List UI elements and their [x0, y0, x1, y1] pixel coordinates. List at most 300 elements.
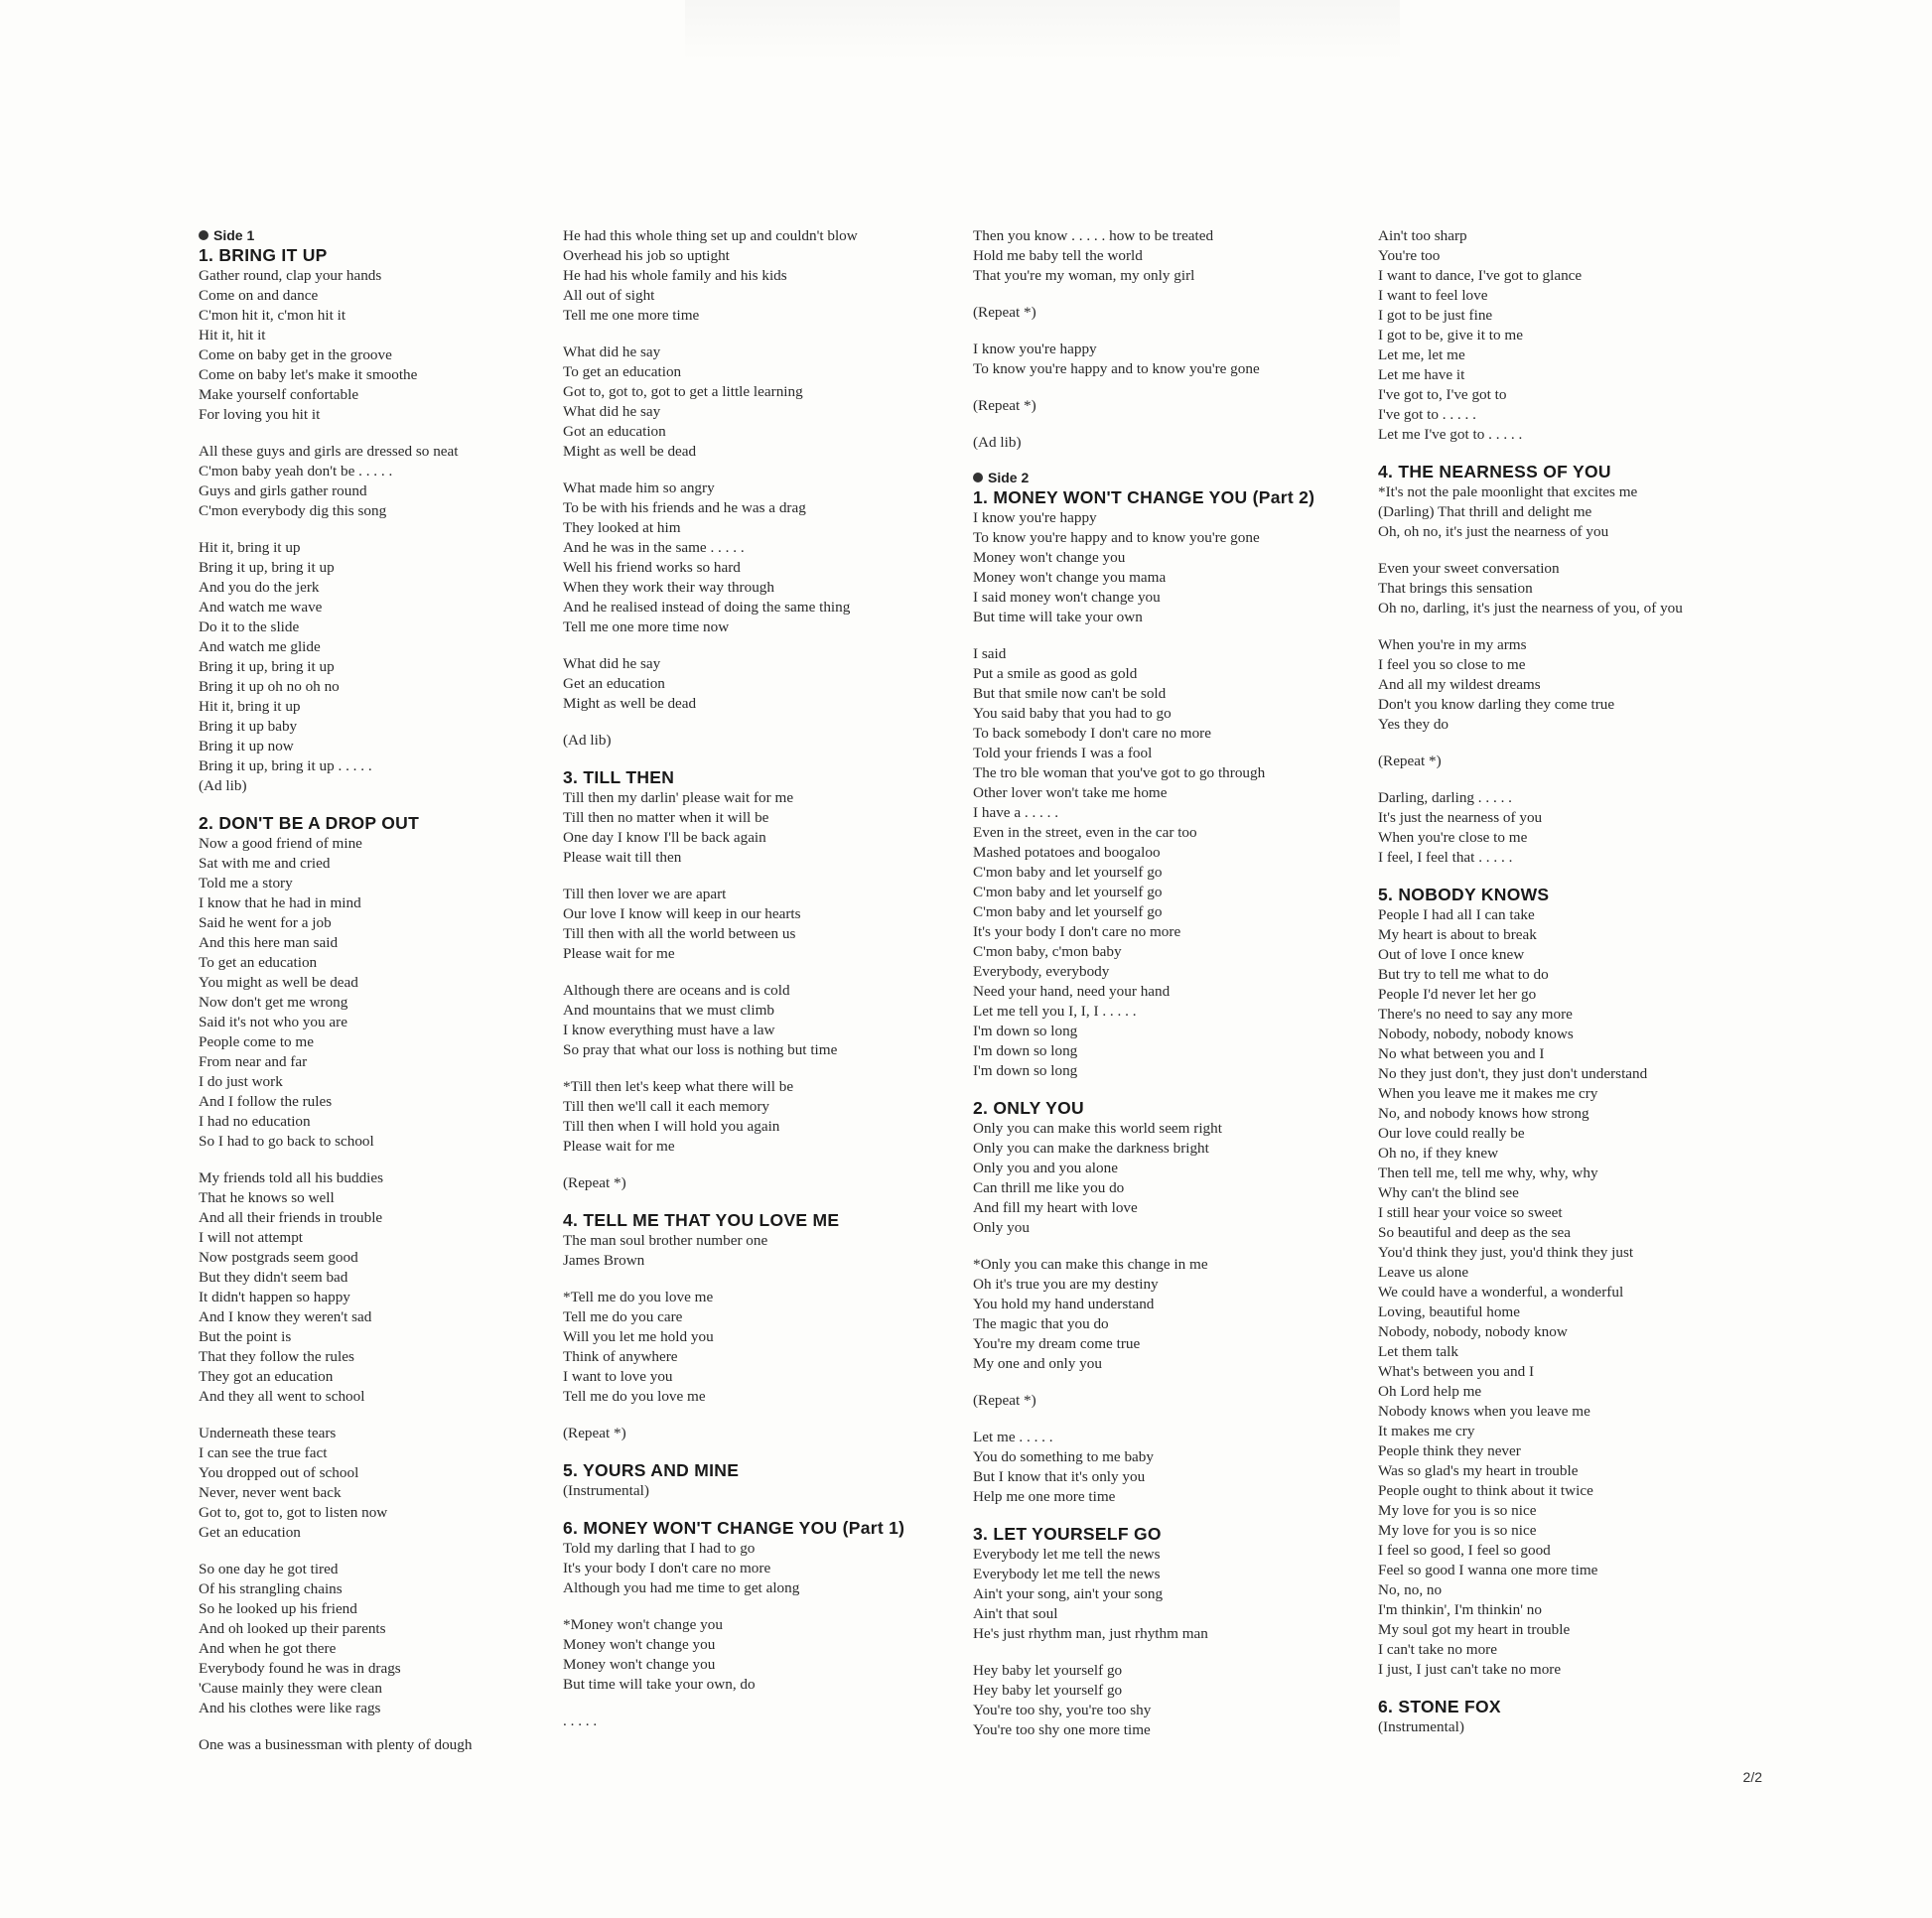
lyric-stanza [973, 226, 1365, 286]
song-title: 3. TILL THEN [563, 767, 675, 787]
lyric-line: Now postgrads seem good [199, 1249, 358, 1266]
song-title: 2. ONLY YOU [973, 1098, 1084, 1118]
lyric-line: You do something to me baby [973, 1448, 1154, 1465]
lyric-stanza [1378, 788, 1770, 868]
lyrics-column-3 [973, 226, 1365, 1756]
lyric-stanza [973, 1661, 1365, 1740]
lyric-line: Said he went for a job [199, 914, 332, 931]
lyric-line: And watch me glide [199, 638, 321, 655]
lyric-line: Ain't that soul [973, 1605, 1058, 1622]
lyric-line: Was so glad's my heart in trouble [1378, 1462, 1579, 1479]
lyric-line: I'm down so long [973, 1042, 1078, 1059]
lyric-line: You're my dream come true [973, 1335, 1141, 1352]
lyric-line: We could have a wonderful, a wonderful [1378, 1284, 1624, 1301]
lyric-line: Gather round, clap your hands [199, 267, 382, 284]
lyric-line: Feel so good I wanna one more time [1378, 1562, 1598, 1578]
lyric-stanza [973, 1255, 1365, 1374]
lyric-line: I know that he had in mind [199, 894, 361, 911]
lyrics-column-2 [563, 226, 955, 1747]
lyric-line: So beautiful and deep as the sea [1378, 1224, 1571, 1241]
lyric-line: Loving, beautiful home [1378, 1303, 1520, 1320]
lyric-line: And oh looked up their parents [199, 1620, 386, 1637]
lyric-line: Told your friends I was a fool [973, 745, 1153, 761]
lyric-line: (Instrumental) [563, 1482, 649, 1499]
lyric-line: (Ad lib) [973, 434, 1022, 451]
lyric-line: Our love I know will keep in our hearts [563, 905, 801, 922]
lyric-line: You'd think they just, you'd think they just [1378, 1244, 1634, 1261]
lyric-line: Tell me one more time now [563, 618, 730, 635]
song-block [563, 226, 955, 751]
lyric-line: Oh no, darling, it's just the nearness of you, of you [1378, 600, 1683, 616]
lyric-stanza [563, 1077, 955, 1157]
lyric-stanza [563, 1615, 955, 1695]
lyric-line: Only you can make the darkness bright [973, 1140, 1209, 1157]
lyric-line: C'mon baby and let yourself go [973, 864, 1163, 881]
lyric-line: My one and only you [973, 1355, 1102, 1372]
song-block [973, 1523, 1365, 1740]
lyric-line: My heart is about to break [1378, 926, 1537, 943]
lyric-line: To know you're happy and to know you're gone [973, 529, 1260, 546]
lyric-stanza [563, 981, 955, 1060]
song-title: 6. MONEY WON'T CHANGE YOU (Part 1) [563, 1518, 905, 1538]
song-block [1378, 1696, 1770, 1737]
lyric-line: (Instrumental) [1378, 1718, 1464, 1735]
lyric-stanza [563, 731, 955, 751]
lyric-line: Sat with me and cried [199, 855, 331, 872]
lyric-line: Do it to the slide [199, 618, 300, 635]
lyric-line: *Tell me do you love me [563, 1289, 714, 1305]
lyric-line: Then tell me, tell me why, why, why [1378, 1164, 1598, 1181]
lyric-line: And all my wildest dreams [1378, 676, 1541, 693]
lyric-stanza [199, 834, 591, 1152]
lyric-line: People think they never [1378, 1442, 1521, 1459]
lyric-line: C'mon baby and let yourself go [973, 903, 1163, 920]
lyric-stanza [563, 1288, 955, 1407]
lyric-line: Our love could really be [1378, 1125, 1525, 1142]
lyric-line: I said money won't change you [973, 589, 1161, 606]
lyric-line: Guys and girls gather round [199, 482, 367, 499]
lyric-line: And he was in the same . . . . . [563, 539, 745, 556]
lyric-line: Got to, got to, got to listen now [199, 1504, 388, 1521]
lyric-line: It's just the nearness of you [1378, 809, 1543, 826]
lyric-stanza [973, 1119, 1365, 1238]
lyric-line: James Brown [563, 1252, 645, 1269]
lyric-line: Money won't change you [563, 1656, 716, 1673]
lyric-line: Please wait for me [563, 1138, 675, 1155]
lyric-line: Well his friend works so hard [563, 559, 741, 576]
lyric-line: Let them talk [1378, 1343, 1458, 1360]
lyric-line: My love for you is so nice [1378, 1522, 1537, 1539]
lyric-line: I can't take no more [1378, 1641, 1497, 1658]
lyric-line: (Ad lib) [199, 777, 247, 794]
lyric-line: I want to feel love [1378, 287, 1488, 304]
song-title: 6. STONE FOX [1378, 1697, 1501, 1716]
page-number: 2/2 [1742, 1769, 1762, 1785]
lyric-line: Till then my darlin' please wait for me [563, 789, 794, 806]
lyric-stanza [199, 1560, 591, 1718]
song-title: 1. BRING IT UP [199, 245, 328, 265]
lyric-line: Told me a story [199, 875, 293, 891]
song-title: 4. TELL ME THAT YOU LOVE ME [563, 1210, 840, 1230]
lyric-line: Get an education [563, 675, 665, 692]
song-block [973, 226, 1365, 453]
lyric-line: Leave us alone [1378, 1264, 1469, 1281]
lyric-line: Come on baby get in the groove [199, 346, 392, 363]
lyric-line: You're too [1378, 247, 1441, 264]
lyric-line: People come to me [199, 1033, 314, 1050]
lyric-line: Might as well be dead [563, 695, 697, 712]
lyric-line: Hold me baby tell the world [973, 247, 1143, 264]
lyrics-column-4 [1378, 226, 1770, 1753]
lyric-stanza [973, 433, 1365, 453]
lyric-line: When they work their way through [563, 579, 774, 596]
faint-header-smudge [685, 0, 1400, 60]
lyric-line: That you're my woman, my only girl [973, 267, 1195, 284]
lyric-line: The tro ble woman that you've got to go through [973, 764, 1266, 781]
lyric-line: Although you had me time to get along [563, 1579, 800, 1596]
lyric-line: Might as well be dead [563, 443, 697, 460]
lyric-line: No what between you and I [1378, 1045, 1545, 1062]
lyric-line: Till then when I will hold you again [563, 1118, 780, 1135]
lyric-stanza [563, 654, 955, 714]
side-label [199, 226, 591, 244]
lyric-line: Nobody, nobody, nobody knows [1378, 1026, 1574, 1042]
lyric-stanza [563, 1712, 955, 1731]
lyric-line: *It's not the pale moonlight that excites me [1378, 483, 1638, 500]
lyric-line: People ought to think about it twice [1378, 1482, 1593, 1499]
lyric-line: To get an education [199, 954, 318, 971]
lyric-line: Nobody knows when you leave me [1378, 1403, 1590, 1420]
lyric-line: *Till then let's keep what there will be [563, 1078, 794, 1095]
lyric-line: No, no, no [1378, 1581, 1443, 1598]
lyric-line: Put a smile as good as gold [973, 665, 1138, 682]
lyric-line: Only you can make this world seem right [973, 1120, 1222, 1137]
lyric-stanza [563, 1173, 955, 1193]
lyric-line: I will not attempt [199, 1229, 304, 1246]
disc-icon [973, 473, 983, 482]
lyric-line: But I know that it's only you [973, 1468, 1146, 1485]
lyric-line: Money won't change you [563, 1636, 716, 1653]
lyric-line: That he knows so well [199, 1189, 335, 1206]
lyric-line: (Repeat *) [563, 1174, 626, 1191]
lyric-line: I just, I just can't take no more [1378, 1661, 1562, 1678]
lyric-line: Oh, oh no, it's just the nearness of you [1378, 523, 1609, 540]
lyric-line: I have a . . . . . [973, 804, 1059, 821]
lyric-line: That they follow the rules [199, 1348, 354, 1365]
lyric-line: Everybody, everybody [973, 963, 1110, 980]
lyric-line: When you leave me it makes me cry [1378, 1085, 1598, 1102]
lyric-line: It didn't happen so happy [199, 1289, 350, 1305]
lyric-line: Come on baby let's make it smoothe [199, 366, 418, 383]
lyric-line: It's your body I don't care no more [563, 1560, 771, 1576]
lyric-line: Said it's not who you are [199, 1014, 347, 1030]
lyric-line: Bring it up, bring it up [199, 658, 335, 675]
lyric-line: And when he got there [199, 1640, 337, 1657]
lyric-stanza [563, 342, 955, 462]
lyric-line: (Ad lib) [563, 732, 612, 749]
lyric-line: There's no need to say any more [1378, 1006, 1573, 1023]
lyric-line: Hit it, bring it up [199, 539, 301, 556]
lyric-stanza [563, 1539, 955, 1598]
lyric-line: But try to tell me what to do [1378, 966, 1549, 983]
lyric-line: I do just work [199, 1073, 283, 1090]
lyric-line: I feel so good, I feel so good [1378, 1542, 1551, 1559]
lyric-stanza [1378, 635, 1770, 735]
lyric-stanza [1378, 1717, 1770, 1737]
lyric-line: When you're close to me [1378, 829, 1528, 846]
lyric-line: But that smile now can't be sold [973, 685, 1167, 702]
lyric-line: Although there are oceans and is cold [563, 982, 790, 999]
lyric-line: Till then we'll call it each memory [563, 1098, 770, 1115]
lyric-line: Don't you know darling they come true [1378, 696, 1615, 713]
lyric-line: I know you're happy [973, 509, 1097, 526]
lyric-stanza [199, 538, 591, 796]
lyric-line: Other lover won't take me home [973, 784, 1168, 801]
lyric-line: I feel you so close to me [1378, 656, 1526, 673]
lyric-line: To know you're happy and to know you're gone [973, 360, 1260, 377]
lyric-line: I can see the true fact [199, 1444, 328, 1461]
lyric-line: Money won't change you [973, 549, 1126, 566]
lyric-line: I want to dance, I've got to glance [1378, 267, 1583, 284]
lyric-line: I got to be, give it to me [1378, 327, 1523, 343]
lyric-stanza [199, 442, 591, 521]
lyric-stanza [973, 508, 1365, 627]
lyric-line: One was a businessman with plenty of dough [199, 1736, 473, 1753]
lyric-line: Let me . . . . . [973, 1429, 1053, 1445]
lyric-line: C'mon everybody dig this song [199, 502, 387, 519]
lyric-line: Hit it, bring it up [199, 698, 301, 715]
lyric-line: People I had all I can take [1378, 906, 1535, 923]
song-block [199, 244, 591, 796]
lyric-stanza [973, 396, 1365, 416]
lyric-line: All these guys and girls are dressed so neat [199, 443, 459, 460]
lyric-line: The magic that you do [973, 1315, 1109, 1332]
lyric-line: Then you know . . . . . how to be treated [973, 227, 1214, 244]
lyric-line: I'm down so long [973, 1062, 1078, 1079]
side-label-text: Side 1 [213, 227, 255, 243]
lyric-line: Everybody let me tell the news [973, 1546, 1161, 1563]
song-block [563, 1459, 955, 1501]
lyric-line: Mashed potatoes and boogaloo [973, 844, 1161, 861]
lyric-line: I feel, I feel that . . . . . [1378, 849, 1513, 866]
song-title: 2. DON'T BE A DROP OUT [199, 813, 420, 833]
lyric-stanza [973, 340, 1365, 379]
lyric-line: What did he say [563, 403, 661, 420]
lyric-stanza [563, 1231, 955, 1271]
lyric-line: C'mon baby, c'mon baby [973, 943, 1122, 960]
lyrics-column-1 [199, 226, 591, 1771]
lyric-line: (Darling) That thrill and delight me [1378, 503, 1592, 520]
lyric-stanza [563, 479, 955, 637]
lyric-line: Bring it up baby [199, 718, 298, 735]
lyric-line: Oh Lord help me [1378, 1383, 1482, 1400]
lyric-line: And all their friends in trouble [199, 1209, 383, 1226]
lyric-stanza [973, 1391, 1365, 1411]
lyric-line: But time will take your own, do [563, 1676, 756, 1693]
lyric-stanza [1378, 752, 1770, 771]
lyric-line: I've got to, I've got to [1378, 386, 1507, 403]
lyric-line: Let me have it [1378, 366, 1465, 383]
lyric-line: He's just rhythm man, just rhythm man [973, 1625, 1208, 1642]
lyric-line: Oh it's true you are my destiny [973, 1276, 1159, 1293]
lyric-line: My friends told all his buddies [199, 1169, 384, 1186]
lyric-line: So pray that what our loss is nothing but time [563, 1041, 838, 1058]
lyric-line: The man soul brother number one [563, 1232, 768, 1249]
lyric-line: Why can't the blind see [1378, 1184, 1519, 1201]
lyric-line: Underneath these tears [199, 1425, 337, 1441]
song-block [973, 486, 1365, 1081]
lyric-line: Let me I've got to . . . . . [1378, 426, 1523, 443]
lyric-stanza [1378, 905, 1770, 1680]
lyric-stanza [973, 303, 1365, 323]
lyric-line: My soul got my heart in trouble [1378, 1621, 1571, 1638]
song-title: 3. LET YOURSELF GO [973, 1524, 1162, 1544]
lyric-line: I still hear your voice so sweet [1378, 1204, 1563, 1221]
lyric-line: I said [973, 645, 1007, 662]
lyric-line: Now don't get me wrong [199, 994, 348, 1011]
lyric-stanza [199, 1735, 591, 1755]
lyric-line: Nobody, nobody, nobody know [1378, 1323, 1568, 1340]
lyric-line: Hit it, hit it [199, 327, 266, 343]
lyric-stanza [1378, 559, 1770, 618]
lyric-line: I got to be just fine [1378, 307, 1493, 324]
side-label [973, 469, 1365, 486]
song-title: 5. YOURS AND MINE [563, 1460, 740, 1480]
lyric-line: Got to, got to, got to get a little learning [563, 383, 803, 400]
lyric-line: And he realised instead of doing the same thing [563, 599, 851, 616]
lyric-line: Let me, let me [1378, 346, 1465, 363]
lyric-line: Money won't change you mama [973, 569, 1167, 586]
lyric-line: Help me one more time [973, 1488, 1116, 1505]
lyric-line: So he looked up his friend [199, 1600, 357, 1617]
lyric-line: You said baby that you had to go [973, 705, 1172, 722]
lyric-line: Only you and you alone [973, 1160, 1118, 1176]
lyric-stanza [563, 885, 955, 964]
lyric-line: (Repeat *) [973, 1392, 1036, 1409]
lyric-line: I've got to . . . . . [1378, 406, 1476, 423]
lyric-stanza [973, 1545, 1365, 1644]
lyric-line: Overhead his job so uptight [563, 247, 730, 264]
lyric-stanza [973, 644, 1365, 1081]
lyric-line: Will you let me hold you [563, 1328, 714, 1345]
lyric-line: You hold my hand understand [973, 1296, 1155, 1312]
song-block [199, 812, 591, 1755]
lyric-stanza [973, 1428, 1365, 1507]
lyric-stanza [563, 788, 955, 868]
lyric-line: Make yourself confortable [199, 386, 359, 403]
lyric-line: It's your body I don't care no more [973, 923, 1181, 940]
lyric-line: People I'd never let her go [1378, 986, 1537, 1003]
lyric-line: Come on and dance [199, 287, 319, 304]
lyric-line: Get an education [199, 1524, 301, 1541]
lyric-stanza [199, 1168, 591, 1407]
lyric-line: All out of sight [563, 287, 655, 304]
lyric-line: I had no education [199, 1113, 311, 1130]
lyric-line: Need your hand, need your hand [973, 983, 1171, 1000]
song-block [563, 1209, 955, 1443]
lyric-line: Hey baby let yourself go [973, 1662, 1123, 1679]
lyric-line: And mountains that we must climb [563, 1002, 775, 1019]
song-block [563, 766, 955, 1193]
lyric-line: What did he say [563, 655, 661, 672]
lyric-line: To get an education [563, 363, 682, 380]
song-block [1378, 226, 1770, 445]
lyric-line: And they all went to school [199, 1388, 365, 1405]
lyric-line: Let me tell you I, I, I . . . . . [973, 1003, 1137, 1020]
lyric-line: You might as well be dead [199, 974, 358, 991]
lyric-line: Hey baby let yourself go [973, 1682, 1123, 1699]
lyric-line: You're too shy one more time [973, 1721, 1151, 1738]
lyric-line: To be with his friends and he was a drag [563, 499, 806, 516]
lyric-line: Now a good friend of mine [199, 835, 362, 852]
lyric-line: Till then with all the world between us [563, 925, 796, 942]
lyric-line: You're too shy, you're too shy [973, 1702, 1152, 1718]
lyric-stanza [1378, 482, 1770, 542]
lyric-line: That brings this sensation [1378, 580, 1533, 597]
lyric-line: Ain't too sharp [1378, 227, 1467, 244]
lyric-line: (Repeat *) [973, 397, 1036, 414]
lyric-line: Told my darling that I had to go [563, 1540, 756, 1557]
lyric-line: Only you [973, 1219, 1030, 1236]
lyric-line: Even your sweet conversation [1378, 560, 1560, 577]
lyric-stanza [1378, 226, 1770, 445]
song-title: 1. MONEY WON'T CHANGE YOU (Part 2) [973, 487, 1315, 507]
song-block [1378, 461, 1770, 868]
lyric-line: Tell me do you love me [563, 1388, 706, 1405]
lyric-line: Ain't your song, ain't your song [973, 1585, 1164, 1602]
lyric-line: For loving you hit it [199, 406, 321, 423]
lyric-line: Oh no, if they knew [1378, 1145, 1499, 1162]
side-label-text: Side 2 [988, 470, 1030, 485]
lyric-line: Tell me one more time [563, 307, 700, 324]
lyric-line: *Only you can make this change in me [973, 1256, 1208, 1273]
lyric-line: 'Cause mainly they were clean [199, 1680, 382, 1697]
lyric-line: From near and far [199, 1053, 308, 1070]
lyric-line: Yes they do [1378, 716, 1449, 733]
lyric-stanza [563, 1424, 955, 1443]
lyric-stanza [199, 266, 591, 425]
lyric-line: C'mon baby yeah don't be . . . . . [199, 463, 393, 480]
lyric-line: I'm down so long [973, 1023, 1078, 1039]
lyric-line: Think of anywhere [563, 1348, 678, 1365]
lyric-line: One day I know I'll be back again [563, 829, 766, 846]
lyric-line: Bring it up, bring it up [199, 559, 335, 576]
lyric-line: So one day he got tired [199, 1561, 339, 1577]
lyric-line: He had his whole family and his kids [563, 267, 787, 284]
lyric-stanza [199, 1424, 591, 1543]
lyric-stanza [563, 226, 955, 326]
disc-icon [199, 230, 208, 240]
lyric-line: And watch me wave [199, 599, 323, 616]
lyric-line: . . . . . [563, 1712, 598, 1729]
song-title: 4. THE NEARNESS OF YOU [1378, 462, 1611, 481]
lyric-line: But they didn't seem bad [199, 1269, 348, 1286]
lyric-line: And you do the jerk [199, 579, 320, 596]
lyric-line: And this here man said [199, 934, 339, 951]
lyric-line: Everybody let me tell the news [973, 1566, 1161, 1582]
lyric-line: C'mon hit it, c'mon hit it [199, 307, 346, 324]
lyric-stanza [563, 1481, 955, 1501]
lyric-line: When you're in my arms [1378, 636, 1527, 653]
lyric-line: *Money won't change you [563, 1616, 723, 1633]
lyric-line: So I had to go back to school [199, 1133, 374, 1150]
song-block [1378, 884, 1770, 1680]
lyric-line: Got an education [563, 423, 666, 440]
lyric-line: Please wait for me [563, 945, 675, 962]
lyric-line: C'mon baby and let yourself go [973, 884, 1163, 900]
lyric-line: I know you're happy [973, 341, 1097, 357]
lyric-line: You dropped out of school [199, 1464, 359, 1481]
